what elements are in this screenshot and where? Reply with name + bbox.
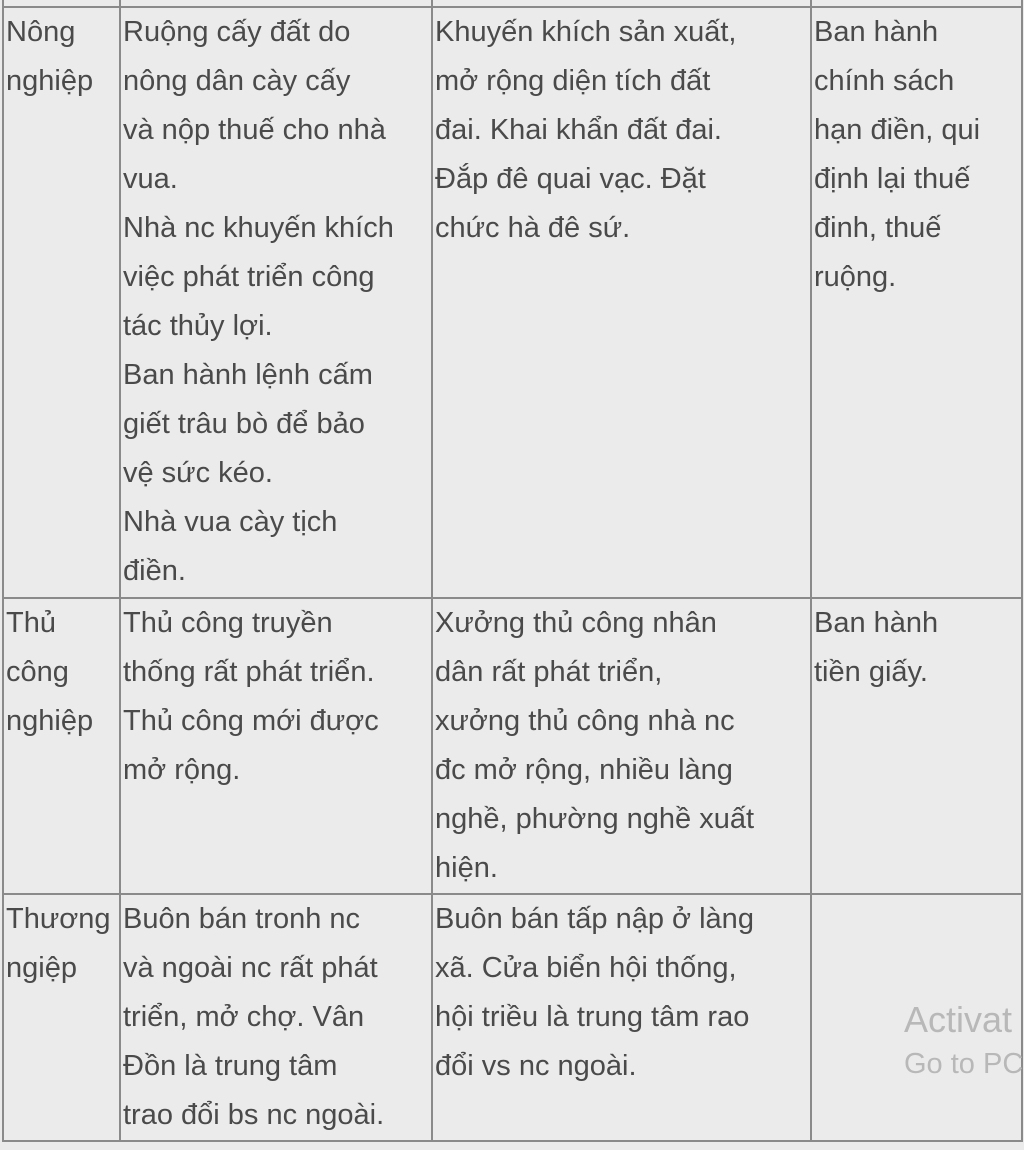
row-field-label: Thương ngiệp <box>3 894 120 1141</box>
table-row-agriculture <box>3 7 1022 598</box>
table-cell <box>3 0 120 7</box>
comparison-table <box>2 0 1023 1142</box>
table-cell: Ban hành tiền giấy. <box>811 598 1022 894</box>
table-cell <box>120 0 432 7</box>
table-cell: Ruộng cấy đất do nông dân cày cấy và nộp thuế cho nhà vua. Nhà nc khuyến khích việc phát triển công tác thủy lợi. Ban hành lệnh cấm giết trâu bò để bảo vệ sức kéo. Nhà vua cày tịch điền. <box>120 7 432 598</box>
table-cell: Xưởng thủ công nhân dân rất phát triển, xưởng thủ công nhà nc đc mở rộng, nhiều làng nghề, phường nghề xuất hiện. <box>432 598 811 894</box>
table-row-handicraft <box>3 598 1022 894</box>
table-cell: Ban hành chính sách hạn điền, qui định lại thuế đinh, thuế ruộng. <box>811 7 1022 598</box>
watermark-line-2: Go to PC <box>904 1048 1024 1080</box>
row-field-label: Nông nghiệp <box>3 7 120 598</box>
table-cell <box>811 0 1022 7</box>
table-cell: Buôn bán tấp nập ở làng xã. Cửa biển hội thống, hội triều là trung tâm rao đổi vs nc ngoài. <box>432 894 811 1141</box>
row-field-label: Thủ công nghiệp <box>3 598 120 894</box>
table-cell: Khuyến khích sản xuất, mở rộng diện tích đất đai. Khai khẩn đất đai. Đắp đê quai vạc. Đặt chức hà đê sứ. <box>432 7 811 598</box>
table-row-cutoff-header <box>3 0 1022 7</box>
table-cell: Thủ công truyền thống rất phát triển. Thủ công mới được mở rộng. <box>120 598 432 894</box>
table-cell <box>811 894 1022 1141</box>
table-cell <box>432 0 811 7</box>
watermark-line-1: Activat <box>904 999 1013 1040</box>
table-cell: Buôn bán tronh nc và ngoài nc rất phát triển, mở chợ. Vân Đồn là trung tâm trao đổi bs nc ngoài. <box>120 894 432 1141</box>
table-row-commerce <box>3 894 1022 1141</box>
